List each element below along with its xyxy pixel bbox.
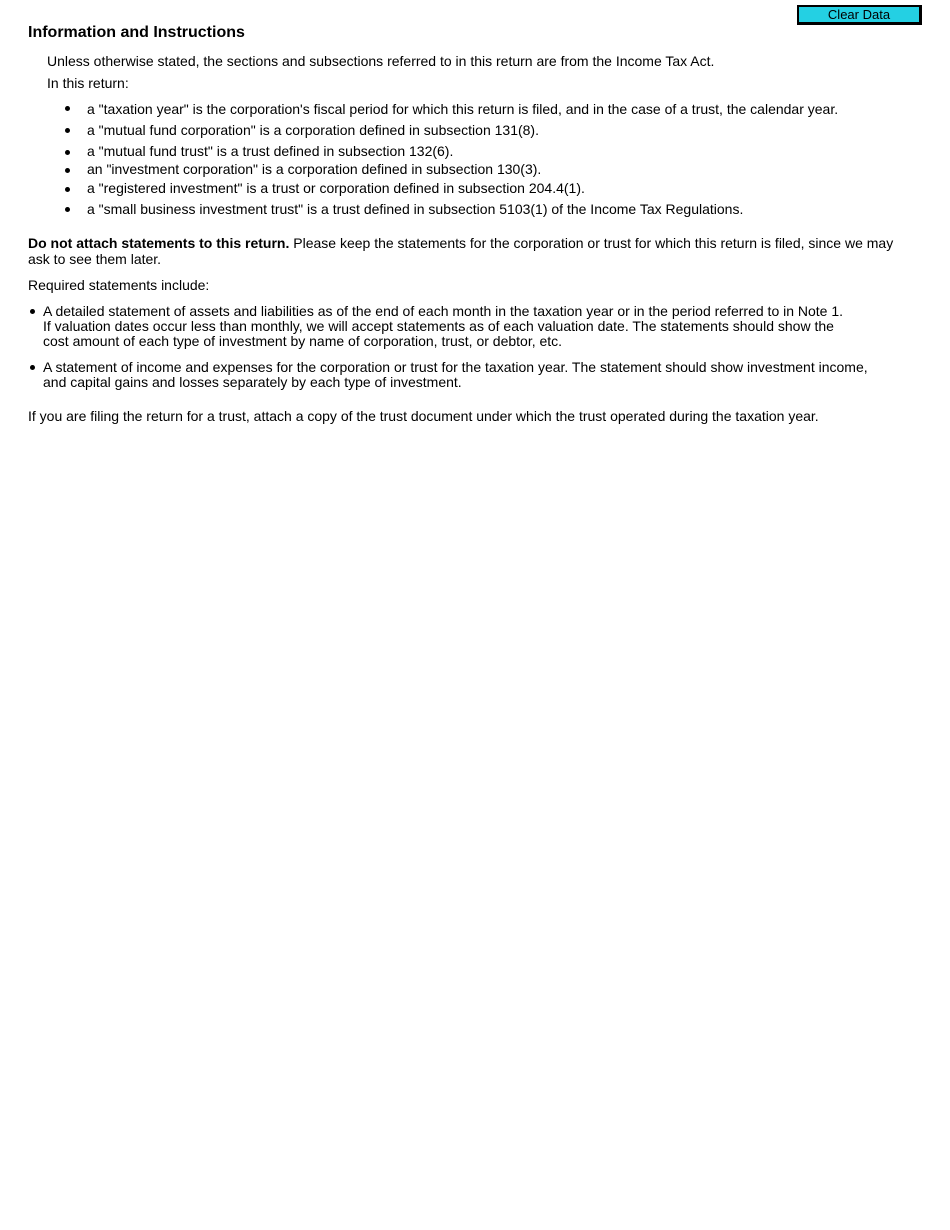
attach-notice-text: Please keep the statements for the corporation or trust for which this return is filed, since we may ask to see them later. [28, 235, 894, 267]
bullet-icon [65, 168, 70, 173]
definition-mutual-fund-trust: a "mutual fund trust" is a trust defined in subsection 132(6). [87, 143, 454, 159]
attach-notice [28, 235, 908, 267]
intro-statement: Unless otherwise stated, the sections and subsections referred to in this return are from the Income Tax Act. [47, 53, 715, 69]
bullet-icon [30, 365, 35, 370]
required-statement-line: A detailed statement of assets and liabilities as of the end of each month in the taxation year or in the period referred to in Note 1. [43, 303, 844, 319]
bullet-icon [65, 106, 70, 111]
clear-data-button[interactable]: Clear Data [797, 5, 922, 25]
intro-in-this-return: In this return: [47, 75, 129, 91]
bullet-icon [65, 187, 70, 192]
page-title: Information and Instructions [28, 24, 245, 41]
definition-small-business-investment-trust: a "small business investment trust" is a trust defined in subsection 5103(1) of the Income Tax Regulations. [87, 201, 744, 217]
bullet-icon [65, 207, 70, 212]
bullet-icon [30, 309, 35, 314]
required-statement-line: If valuation dates occur less than monthly, we will accept statements as of each valuation date. The statements should show the [43, 318, 834, 334]
definition-registered-investment: a "registered investment" is a trust or corporation defined in subsection 204.4(1). [87, 180, 585, 196]
definition-investment-corporation: an "investment corporation" is a corporation defined in subsection 130(3). [87, 161, 542, 177]
required-statement-line: cost amount of each type of investment by name of corporation, trust, or debtor, etc. [43, 333, 563, 349]
required-statements-heading: Required statements include: [28, 277, 210, 293]
definition-taxation-year: a "taxation year" is the corporation's fiscal period for which this return is filed, and in the case of a trust, the calendar year. [87, 101, 839, 117]
required-statement-line: A statement of income and expenses for the corporation or trust for the taxation year. The statement should show investment income, [43, 359, 868, 375]
definition-mutual-fund-corporation: a "mutual fund corporation" is a corporation defined in subsection 131(8). [87, 122, 539, 138]
bullet-icon [65, 128, 70, 133]
attach-notice-bold: Do not attach statements to this return. [28, 235, 290, 251]
bullet-icon [65, 150, 70, 155]
trust-document-note: If you are filing the return for a trust, attach a copy of the trust document under which the trust operated during the taxation year. [28, 408, 819, 424]
required-statement-line: and capital gains and losses separately by each type of investment. [43, 374, 462, 390]
